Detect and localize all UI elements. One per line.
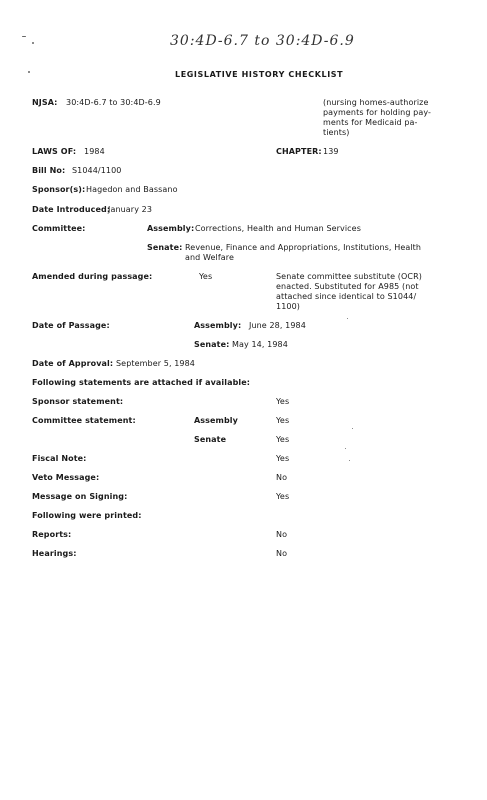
passage-assembly-label: Assembly: [194,321,242,330]
scan-mark [22,36,26,37]
message-on-signing-label: Message on Signing: [32,492,128,501]
njsa-label: NJSA: [32,98,58,107]
passage-senate-label: Senate: [194,340,230,349]
passage-senate-value: May 14, 1984 [232,340,288,349]
scan-mark [352,428,353,429]
veto-message-label: Veto Message: [32,473,100,482]
date-introduced-label: Date Introduced: [32,205,111,214]
date-introduced-value: January 23 [108,205,153,214]
chapter-label: CHAPTER: [276,147,322,156]
committee-statement-senate-label: Senate [194,435,227,444]
sponsors-value: Hagedon and Bassano [86,185,178,194]
laws-of-label: LAWS OF: [32,147,77,156]
sponsor-statement-value: Yes [276,397,290,406]
amended-label: Amended during passage: [32,272,153,281]
passage-assembly-value: June 28, 1984 [249,321,306,330]
amended-value: Yes [199,272,213,281]
committee-statement-senate-value: Yes [276,435,290,444]
sponsor-statement-label: Sponsor statement: [32,397,124,406]
njsa-value: 30:4D-6.7 to 30:4D-6.9 [66,98,161,107]
bill-no-value: S1044/1100 [72,166,122,175]
laws-of-value: 1984 [84,147,105,156]
njsa-note-line: payments for holding pay- [323,108,432,117]
committee-senate-label: Senate: [147,243,183,252]
committee-label: Committee: [32,224,86,233]
veto-message-value: No [276,473,288,482]
amended-note-line: attached since identical to S1044/ [276,292,417,301]
message-on-signing-value: Yes [276,492,290,501]
committee-assembly-value: Corrections, Health and Human Services [195,224,361,233]
committee-senate-value-line: and Welfare [185,253,235,262]
chapter-value: 139 [323,147,339,156]
scan-mark [347,318,348,319]
scan-mark [349,460,350,461]
amended-note-line: 1100) [276,302,300,311]
amended-note-line: enacted. Substituted for A985 (not [276,282,419,291]
printed-heading: Following were printed: [32,511,142,520]
committee-statement-assembly-value: Yes [276,416,290,425]
handwritten-note: 30:4D-6.7 to 30:4D-6.9 [170,33,355,49]
committee-senate-value-line: Revenue, Finance and Appropriations, Institutions, Health [185,243,422,252]
scan-mark [32,42,34,44]
reports-label: Reports: [32,530,72,539]
passage-label: Date of Passage: [32,321,110,330]
fiscal-note-label: Fiscal Note: [32,454,87,463]
committee-statement-assembly-label: Assembly [194,416,238,425]
sponsors-label: Sponsor(s): [32,185,86,194]
approval-value: September 5, 1984 [116,359,195,368]
reports-value: No [276,530,288,539]
page-title: LEGISLATIVE HISTORY CHECKLIST [175,70,344,79]
scan-mark [345,448,346,449]
hearings-label: Hearings: [32,549,77,558]
committee-statement-label: Committee statement: [32,416,136,425]
hearings-value: No [276,549,288,558]
fiscal-note-value: Yes [276,454,290,463]
bill-no-label: Bill No: [32,166,66,175]
njsa-note-line: ments for Medicaid pa- [323,118,418,127]
amended-note-line: Senate committee substitute (OCR) [276,272,422,281]
scan-mark [28,71,30,73]
njsa-note-line: (nursing homes-authorize [323,98,429,107]
njsa-note-line: tients) [323,128,350,137]
approval-label: Date of Approval: [32,359,114,368]
committee-assembly-label: Assembly: [147,224,195,233]
attached-heading: Following statements are attached if available: [32,378,251,387]
